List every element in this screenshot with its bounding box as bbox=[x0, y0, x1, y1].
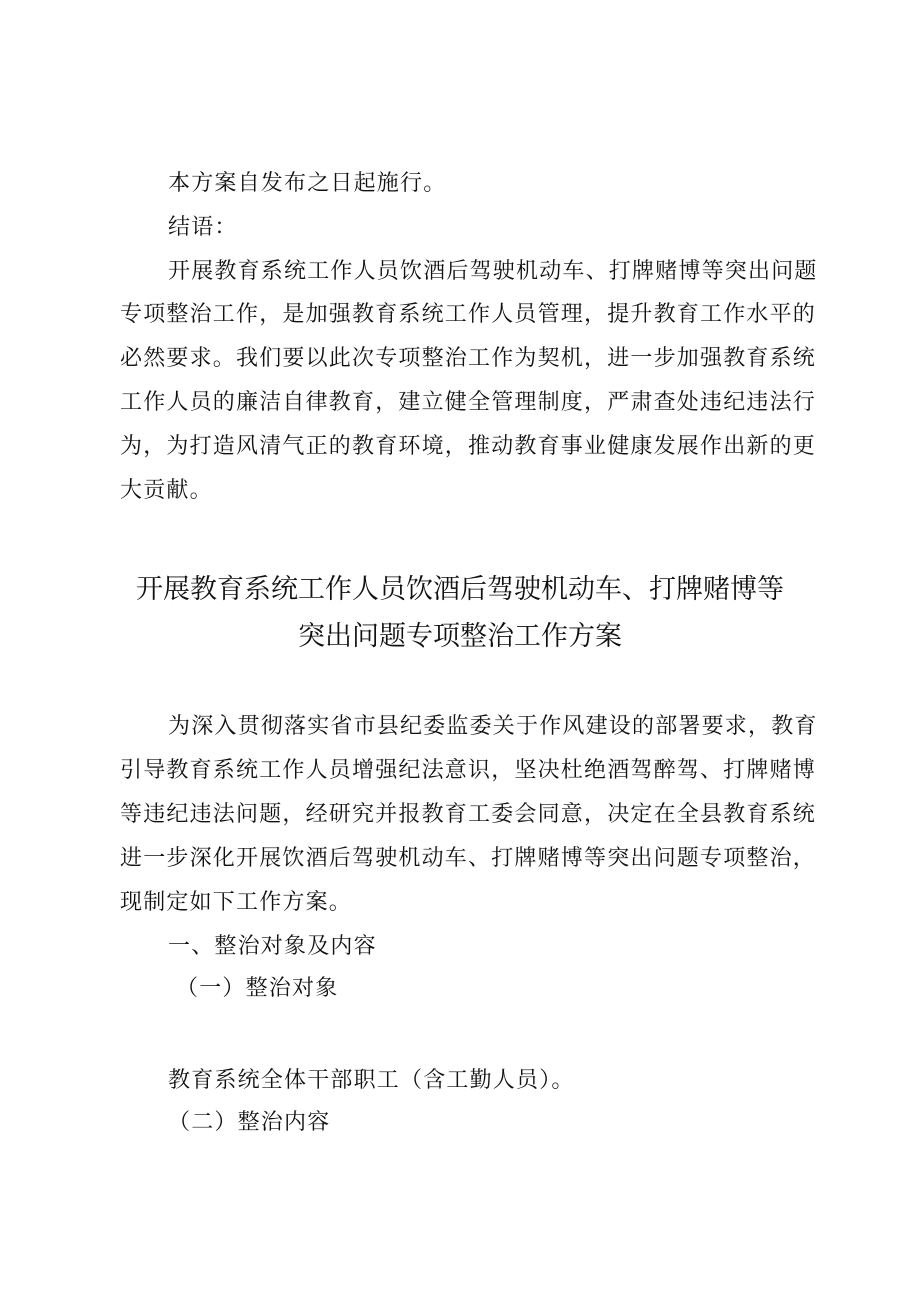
conclusion-line-3: 必然要求。我们要以此次专项整治工作为契机，进一步加强教育系统 bbox=[120, 346, 817, 371]
effective-statement: 本方案自发布之日起施行。 bbox=[168, 171, 447, 196]
target-statement: 教育系统全体干部职工（含工勤人员）。 bbox=[168, 1068, 575, 1093]
intro-line-1: 为深入贯彻落实省市县纪委监委关于作风建设的部署要求，教育 bbox=[168, 714, 818, 739]
conclusion-line-1: 开展教育系统工作人员饮酒后驾驶机动车、打牌赌博等突出问题 bbox=[168, 259, 818, 284]
conclusion-line-6: 大贡献。 bbox=[120, 478, 213, 503]
conclusion-label: 结语： bbox=[168, 215, 238, 240]
heading-1-1: （一）整治对象 bbox=[176, 976, 339, 1001]
intro-line-2: 引导教育系统工作人员增强纪法意识，坚决杜绝酒驾醉驾、打牌赌博 bbox=[120, 758, 817, 783]
intro-line-4: 进一步深化开展饮酒后驾驶机动车、打牌赌博等突出问题专项整治， bbox=[120, 846, 817, 871]
conclusion-line-5: 为，为打造风清气正的教育环境，推动教育事业健康发展作出新的更 bbox=[120, 434, 817, 459]
document-title-line-2: 突出问题专项整治工作方案 bbox=[298, 621, 622, 652]
conclusion-line-2: 专项整治工作，是加强教育系统工作人员管理，提升教育工作水平的 bbox=[120, 302, 817, 327]
intro-line-3: 等违纪违法问题，经研究并报教育工委会同意，决定在全县教育系统 bbox=[120, 802, 817, 827]
conclusion-line-4: 工作人员的廉洁自律教育，建立健全管理制度，严肃查处违纪违法行 bbox=[120, 390, 817, 415]
heading-1: 一、整治对象及内容 bbox=[168, 934, 377, 959]
intro-line-5: 现制定如下工作方案。 bbox=[120, 890, 353, 915]
heading-1-2: （二）整治内容 bbox=[168, 1110, 331, 1135]
document-title-line-1: 开展教育系统工作人员饮酒后驾驶机动车、打牌赌博等 bbox=[136, 574, 784, 605]
